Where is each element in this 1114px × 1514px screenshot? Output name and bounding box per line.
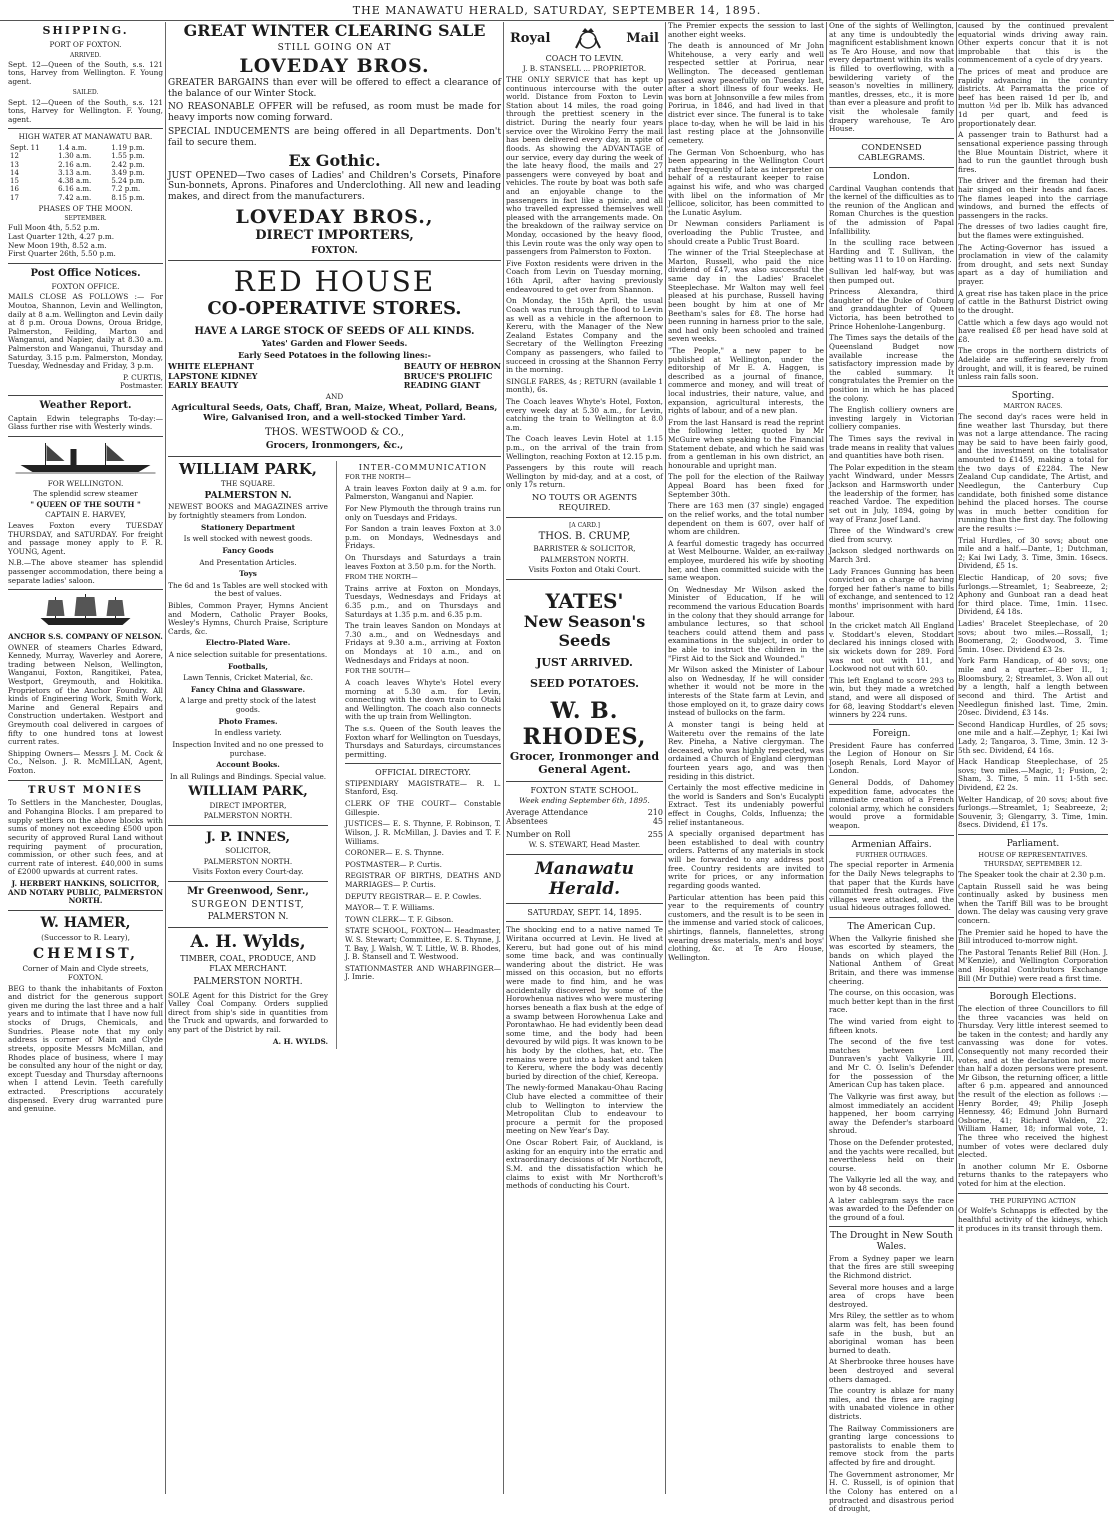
wp-epw-head: Electro-Plated Ware. (205, 638, 291, 648)
coach-text-5: The Coach leaves Levin Hotel at 1.15 p.m., on the arrival of the train from Wellington, reaching Foxton at 12.15 p.m. (506, 434, 663, 461)
hamer-address: Corner of Main and Clyde streets, FOXTON. (22, 964, 149, 983)
london-3: Sullivan led half-way, but was then pumped out. (829, 267, 954, 285)
queen-of-south: " QUEEN OF THE SOUTH " (30, 499, 141, 509)
stansell: J. B. STANSELL ... PROPRIETOR. (522, 64, 647, 74)
attendance-row: Average Attendance 210 (506, 807, 663, 817)
crump-sub: BARRISTER & SOLICITOR, (533, 543, 636, 553)
wp-china-head: Fancy China and Glassware. (190, 684, 306, 694)
parl-4: The Pastoral Tenants Relief Bill (Hon. J. M'Kenzie), and Wellington Corporation and Hospital Contributors Exchange Bill (Mr Duthie) were read a first time. (958, 947, 1108, 983)
post-office-sign: P. CURTIS, (123, 372, 163, 382)
yates-line: Yates' Garden and Flower Seeds. (261, 338, 408, 349)
borough-heading: Borough Elections. (989, 992, 1077, 1003)
news-3: The German Von Schoenburg, who has been appearing in the Wellington Court rather frequently of late as interpreter on behalf of a restaurant keeper to raise against his wife, and who was charged with libel on the information of Mr Jellicoe, solicitor, has been committed to the Lunatic Asylum. (668, 147, 824, 217)
drought-cont-6: The Acting-Governor has issued a proclamation in view of the calamity from drought, and sets next Sunday apart as a day of humiliation and prayer. (958, 242, 1108, 287)
cup-2: The course, on this occasion, was much better kept than in the first race. (829, 988, 954, 1015)
wp-photo: In endless variety. (214, 728, 282, 738)
coach-text: THE ONLY SERVICE that has kept up continuous intercourse with the outer world. Distance from Foxton to Levin Station about 14 miles, the road going through the prettiest scenery in the district. During the nearly four years service over the Wirokino Ferry the mail has been delivered every day, in spite of floods. As showing the ADVANTAGE of our service, every day during the week of the late heavy flood, the mails and 27 passengers were conveyed by boat and vehicles. The route by boat was both safe and an enjoyable change to the passengers in fact like a picnic, and all who travelled expressed themselves well pleased with the arrangements made. On the breakdown of the railway service on Monday, occasioned by the heavy flood, this Levin route was the only way open to passengers from Palmerston to Foxton. (506, 75, 663, 257)
directory-entry: REGISTRAR OF BIRTHS, DEATHS AND MARRIAGES— P. Curtis. (345, 871, 501, 889)
column-5 (829, 21, 954, 1514)
innes-town: PALMERSTON NORTH. (203, 856, 293, 866)
school-heading: FOXTON STATE SCHOOL. (530, 785, 639, 795)
school-week: Week ending September 6th, 1895. (519, 796, 650, 806)
rhodes-sub: Grocer, Ironmonger and General Agent. (509, 750, 660, 776)
innes-heading: J. P. INNES, (205, 829, 291, 845)
herbert-hankins: J. HERBERT HANKINS, SOLICITOR, AND NOTARY PUBLIC, PALMERSTON NORTH. (8, 878, 164, 906)
news-4: Dr Newman considers Parliament is overloading the Public Trustee, and should create a Public Trust Board. (668, 219, 824, 246)
royal-label: Royal (510, 31, 551, 47)
borough-2: In another column Mr E. Osborne returns thanks to the ratepayers who voted for him at the election. (958, 1161, 1108, 1189)
agri-seeds: Agricultural Seeds, Oats, Chaff, Bran, Maize, Wheat, Pollard, Beans, Wire, Galvanised Iron, and a well-stocked Timber Yard. (171, 403, 498, 424)
drought-5: The country is ablaze for many miles, and the fires are raging with unabated violence in other districts. (829, 1386, 954, 1422)
sport-4: Ladies' Bracelet Steeplechase, of 20 sovs; about two miles.—Rossall, 1; Boomerang, 2; Goodwood, 3. Time 5min. 10sec. Dividend £3 2s. (958, 619, 1108, 654)
borough-1: The election of three Councillors to fill the three vacancies was held on Thursday. Very little interest seemed to be taken in the contest; and hardly any canvassing was done for votes. Consequently not many recorded their votes, and at the declaration not more than half a dozen persons were present. Mr Gibson, the returning officer, a little after 6 p.m. appeared and announced the result of the election as follows :—Henry Border, 49; Philip Joseph Hennessy, 46; Edmund John Burnard Osborne, 41; Richard Walden, 22; William Hamer, 18; informal vote, 1. The three who received the highest number of votes were declared duly elected. (958, 1003, 1108, 1160)
post-office-role: Postmaster. (120, 381, 163, 391)
news-10: A fearful domestic tragedy has occurred at West Melbourne. Walder, an ex-railway employee, murdered his wife by shooting her, and then committed suicide with the same weapon. (668, 538, 824, 583)
ic-heading: INTER-COMMUNICATION (358, 462, 488, 472)
drought-cont-8: Cattle which a few days ago would not have realised £8 per head have sold at £8. (958, 317, 1108, 344)
cup-6: Those on the Defender protested, and the yachts were recalled, but nevertheless held on their course. (829, 1137, 954, 1173)
marton-races: MARTON RACES. (1003, 402, 1063, 411)
red-house-heading: RED HOUSE (233, 265, 436, 299)
shipping-owners: Shipping Owners— Messrs J. M. Cock & Co., Nelson. J. R. McMILLAN, Agent, Foxton. (8, 748, 163, 776)
coach-text-4: The Coach leaves Whyte's Hotel, Foxton, every week day at 5.30 a.m., for Levin, catching the train to Wellington at 8.0 a.m. (506, 396, 663, 432)
london-1: Cardinal Vaughan contends that the kernel of the difficulties as to the reunion of the Anglican and Roman Churches is the question of the admission of Papal Infallibility. (829, 183, 954, 236)
cup-3: The wind varied from eight to fifteen knots. (829, 1017, 954, 1035)
weather-text: Captain Edwin telegraphs To-day:— Glass further rise with Westerly winds. (8, 413, 163, 432)
news-11: On Wednesday Mr Wilson asked the Minister of Education, If he will recommend the various Education Boards in the colony that they should arrange for ambulance lectures, so that school teachers could attend them and pass examinations in the subject, in order to be able to instruct the children in the "First Aid to the Sick and Wounded." (668, 584, 824, 663)
just-arrived: JUST ARRIVED. (536, 656, 633, 670)
parl-2: Captain Russell said he was being continually asked by business men when the Tariff Bill was to be brought down. The delay was causing very grave concern. (958, 881, 1108, 926)
high-water-heading: HIGH WATER AT MANAWATU BAR. (18, 132, 153, 142)
wp-town: PALMERSTON N. (204, 490, 292, 501)
post-office-text: MAILS CLOSE AS FOLLOWS :— For Moutoa, Shannon, Levin and Wellington, daily at 8 a.m. Wellington and Levin daily at 8 p.m. Oroua Downs, Oroua Bridge, Palmerston, Feilding, Marton and Wanganui, and Napier, daily at 8.30 a.m. Palmerston and Wanganui, Thursday and Saturday, 3.15 p.m. Palmerston, Monday, Tuesday, Wednesday and Friday, 3 p.m. (8, 292, 163, 371)
london-10: Jackson sledged northwards on March 3rd. (829, 546, 954, 564)
fares: SINGLE FARES, 4s ; RETURN (available 1 month), 6s. (506, 376, 663, 395)
drought-7: The Government astronomer, Mr H. C. Russell, is of opinion that the Colony has entered on a protracted and disastrous period of drought, (829, 1469, 954, 1514)
directory-entry: STATE SCHOOL, FOXTON— Headmaster, W. S. Stewart; Committee, E. S. Thynne, J. T. Bay, J. Walsh, W. T. Little, W. B. Rhodes, J. B. Stansell and T. Westwood. (345, 926, 501, 962)
sport-6: Second Handicap Hurdles, of 25 sovs; one mile and a half.—Zephyr, 1; Kai Iwi Lady, 2; Tangaroa, 3. Time, 3min. 12 3-5th sec. Dividend, £4 16s. (958, 719, 1108, 755)
drought-cont-9: The crops in the northern districts of Adelaide are suffering severely from drought, and will, it is feared, be ruined unless rain falls soon. (958, 346, 1108, 382)
thursday-date: THURSDAY, SEPTEMBER 12. (983, 860, 1083, 869)
herald-nameplate: Manawatu Herald. (534, 858, 635, 899)
innes-sub: SOLICITOR, (225, 846, 271, 856)
london-8: The Polar expedition in the steam yacht Windward, under Messrs Jackson and Harmsworth under the leadership of the former, has reached Vardoe. The expedition set out in July, 1894, going by way of Franz Josef Land. (829, 462, 954, 524)
steamer-line: The splendid screw steamer (33, 489, 138, 499)
house-heading: HOUSE OF REPRESENTATIVES. (978, 850, 1088, 859)
foreign-heading: Foreign. (872, 728, 911, 739)
drought-4: At Sherbrooke three houses have been destroyed and several others damaged. (829, 1357, 954, 1384)
cup-1: When the Valkyrie finished she was escorted by steamers, the bands on which played the National Anthem of Great Britain, and there was immense cheering. (829, 933, 954, 986)
new-seeds: New Season's Seeds (523, 612, 646, 651)
column-3 (506, 22, 663, 1494)
column-2 (168, 22, 501, 1494)
lead-3: One Oscar Robert Fair, of Auckland, is asking for an enquiry into the erratic and extraordinary decisions of Mr Northcroft, S.M. and the dissatisfaction which he claims to exist with Mr Northcroft's methods of conducting his Court. (506, 1138, 663, 1191)
crump-visits: Visits Foxton and Otaki Court. (528, 565, 641, 575)
wp-heading: WILLIAM PARK, (179, 459, 317, 478)
ic-1: A train leaves Foxton daily at 9 a.m. for Palmerston, Wanganui and Napier. (345, 483, 501, 502)
lead-1: The shocking end to a native named Te Wiritana occurred at Levin. He lived at Kereru, but had gone out of his mind some time back, and was continually wandering about the district. He was missed on this occasion, but no efforts were made to find him, and he was accidentally discovered by some of the Horowhenua natives who were mustering horses beneath a flax bush at the edge of a swamp between Horowhenua Lake and Porontawhao. He had evidently been dead some time, and the body had been devoured by wild pigs. It was known to be his body by the clothes, hat, etc. The remains were put into a basket and taken to Kereru, where the body was decently buried by direction of the chief, Kereopa. (506, 925, 663, 1081)
arrived-text: Sept. 12—Queen of the South, s.s. 121 tons, Harvey from Wellington. F. Young agent. (8, 59, 163, 86)
drought-cont-5: The dresses of two ladies caught fire, but the flames were extinguished. (958, 222, 1108, 241)
wp-account-head: Account Books. (216, 760, 280, 770)
column-rule (503, 22, 504, 1494)
wp-stat-head: Stationery Department (200, 522, 295, 532)
sport-3: Electic Handicap, of 20 sovs; five furlongs.—Streamlet, 1; Seabreeze, 2; Aphony and Gunboat ran a dead heat for third place. Time, 1min. 11sec. Dividend, £4 18s. (958, 573, 1108, 617)
wylds-text: SOLE Agent for this District for the Grey Valley Coal Company. Orders supplied direct from ship's side in quantities from the Truck and upwards, and forwarded to any part of the District by rail. (168, 990, 328, 1035)
sale-heading: GREAT WINTER CLEARING SALE (183, 21, 486, 40)
early-potatoes: Early Seed Potatoes in the following lines:- (238, 349, 431, 360)
william-park-ad (168, 461, 328, 1050)
sport-8: Welter Handicap, of 20 sovs; about five furlongs.—Streamlet, 1; Seabreeze, 2; Souvenir, 3; Glengarry, 3. Time, 1min. 8secs. Dividend, £1 17s. (958, 794, 1108, 830)
cup-8: A later cablegram says the race was awarded to the Defender on the ground of a foul. (829, 1195, 954, 1222)
wp-photo-head: Photo Frames. (218, 716, 278, 726)
moon-phase: Full Moon 4th, 5.52 p.m. (8, 223, 100, 233)
foreign-1: President Faure has conferred the Legion of Honour on Sir Joseph Renals, Lord Mayor of London. (829, 740, 954, 776)
foxton-label: FOXTON. (311, 245, 358, 256)
potato-variety: LAPSTONE KIDNEY (168, 370, 258, 381)
london-2: In the sculling race between Harding and T. Sullivan, the betting was 11 to 10 on Harding. (829, 238, 954, 265)
port-heading: PORT OF FOXTON. (49, 39, 122, 49)
column-1 (8, 22, 163, 1494)
wp-stat: Is well stocked with newest goods. (183, 534, 313, 544)
london-4: Princess Alexandra, third daughter of the Duke of Coburg and granddaughter of Queen Victoria, has been betrothed to Prince Hohenlohe-Langenburg. (829, 287, 954, 331)
wp-inspection: Inspection Invited and no one pressed to purchase. (172, 739, 324, 758)
crump-town: PALMERSTON NORTH. (540, 554, 629, 564)
sport-2: Trial Hurdles, of 30 sovs; about one mile and a half.—Dante, 1; Dutchman, 2; Kai Iwi Lady, 3. Time, 3min. 16secs. Dividend, £5 1s. (958, 535, 1108, 571)
hamer-text: BEG to thank the inhabitants of Foxton and district for the generous support given me during the last three and a half years and to intimate that I have now full stocks of Drugs, Chemicals, and Sundries. Please note that my only address is corner of Main and Clyde streets, opposite Messrs McMillan, and Rhodes place of business, where I may be consulted any hour of the night or day, except Tuesday and Thursday afternoons when I attend Levin. Teeth carefully extracted. Prescriptions accurately dispensed. Every drug warranted pure and genuine. (8, 983, 163, 1114)
column-4 (668, 22, 824, 1494)
moon-list (8, 224, 163, 258)
ic-7: A coach leaves Whyte's Hotel every morning at 5.30 a.m. for Levin, connecting with the down train to Otaki and Wellington. The coach also connects with the up train from Wellington. (345, 677, 501, 722)
drought-cont-1: caused by the continued prevalent equatorial winds driving away rain. Other experts concur that it is not improbable that this is the commencement of a cycle of dry years. (958, 21, 1108, 65)
steamer-illustration (8, 441, 163, 475)
column-rule (956, 22, 957, 1494)
roll-row: Number on Roll 255 (506, 829, 663, 839)
moon-phase: First Quarter 26th, 5.50 p.m. (8, 249, 116, 259)
column-rule (665, 22, 666, 1494)
directory-entry: DEPUTY REGISTRAR— E. P. Cowles. (345, 891, 482, 901)
column-rule (165, 22, 166, 1494)
wp-epw: A nice selection suitable for presentations. (168, 650, 328, 660)
sporting-heading: Sporting. (1011, 390, 1055, 401)
coach-to-levin: COACH TO LEVIN. (545, 54, 624, 63)
news-7: From the last Hansard is read the reprint the following letter, quoted by Mr McGuire when speaking to the Financial Statement debate, and which he said was from a gentleman in his own district, an honourable and upright man. (668, 417, 824, 470)
inter-communication (345, 461, 501, 1050)
foreign-2: General Dodds, of Dahomey expedition fame, advocates the immediate creation of a French colonial army, which he considers would prove a formidable weapon. (829, 777, 954, 830)
london-11: Lady Frances Gunning has been convicted on a charge of having forged her father's name to bills of exchange, and sentenced to 12 months' imprisonment with hard labour. (829, 566, 954, 619)
american-cup-heading: The American Cup. (847, 921, 936, 932)
tide-row: 17 7.42 a.m. 8.15 p.m. (10, 193, 145, 202)
further-outrages: FURTHER OUTRAGES. (855, 852, 928, 860)
seeds-heading: HAVE A LARGE STOCK OF SEEDS OF ALL KINDS. (194, 325, 475, 337)
drought-3: Mrs Riley, the settler as to whom alarm was felt, has been found safe in the bush, but an aboriginal woman has been burned to death. (829, 1311, 954, 1355)
news-16: Particular attention has been paid this year to the requirements of country customers, and the result is to be seen in the immense and varied stock of calicoes, shirtings, flannels, flannelettes, strong wearing dress materials, men's and boys' clothing, &c. at Te Aro House, Wellington. (668, 892, 824, 962)
wylds-heading: A. H. Wylds, (190, 932, 306, 953)
coop-stores: CO-OPERATIVE STORES. (207, 298, 462, 320)
sailing-ship-illustration (8, 594, 163, 628)
wp2-town: PALMERSTON NORTH. (203, 811, 293, 821)
for-north: FOR THE NORTH— (345, 473, 411, 482)
potato-variety: READING GIANT (403, 380, 481, 391)
card-label: [A CARD.] (569, 522, 600, 530)
parl-1: The Speaker took the chair at 2.30 p.m. (958, 869, 1106, 879)
news-6: "The People," a new paper to be published at Wellington, under the editorship of Mr E. A. Haggen, is described as a journal of finance, commerce and money, and will treat of local industries, their nature, value, and expansion, agricultural interests, the rights of labour, and of a new plan. (668, 345, 824, 416)
school-sign: W. S. STEWART, Head Master. (528, 840, 641, 850)
official-directory (345, 780, 501, 982)
drought-heading: The Drought in New South Wales. (830, 1231, 953, 1253)
wp2-heading: WILLIAM PARK, (188, 784, 308, 800)
wylds-sub: TIMBER, COAL, PRODUCE, AND FLAX MERCHANT. (180, 954, 316, 973)
and-label: AND (325, 391, 344, 401)
wp-news: NEWEST BOOKS and MAGAZINES arrive by fortnightly steamers from London. (168, 502, 328, 521)
directory-entry: STIPENDIARY MAGISTRATE— R. L. Stanford, Esq. (345, 778, 501, 797)
directory-entry: STATIONMASTER AND WHARFINGER— J. Imrie. (345, 963, 501, 982)
potato-variety: BRUCE'S PROLIFIC (403, 370, 493, 381)
moon-month: SEPTEMBER. (64, 215, 107, 223)
purifying-heading: THE PURIFYING ACTION (990, 1196, 1076, 1205)
cup-7: The Valkyrie led all the way, and won by 48 seconds. (829, 1175, 954, 1194)
leaves-text: Leaves Foxton every TUESDAY THURSDAY, and SATURDAY. For freight and passage money apply to F. R. YOUNG, Agent. (8, 521, 163, 556)
wp-fancy-head: Fancy Goods (222, 545, 274, 555)
parl-3: The Premier said he hoped to have the Bill introduced to-morrow night. (958, 927, 1108, 946)
london-heading: London. (872, 171, 911, 182)
drought-cont-3: A passenger train to Bathurst had a sensational experience passing through the Blue Mountain District, where it had to run the gauntlet through bush fires. (958, 130, 1108, 174)
masthead: THE MANAWATU HERALD, SATURDAY, SEPTEMBER 14, 1895. (0, 0, 1114, 21)
column-6 (958, 22, 1108, 1494)
mail-label: Mail (626, 31, 659, 47)
news-13: A monster tangi is being held at Waiteretu over the remains of the late Rev. Pineha, a Native clergyman. The deceased, who was highly respected, was ordained a Church of England clergyman fourteen years ago, and was then residing in this district. (668, 719, 824, 781)
grocers: Grocers, Ironmongers, &c., (265, 440, 404, 451)
tide-table (8, 144, 163, 202)
from-north: FROM THE NORTH— (345, 573, 418, 582)
wp-fancy: And Presentation Articles. (199, 557, 297, 567)
directory-entry: JUSTICES— E. S. Thynne, F. Robinson, T. Wilson, J. R. McMillan, J. Davies and T. F. Williams. (345, 819, 501, 846)
for-wellington: FOR WELLINGTON. (47, 478, 124, 488)
moon-phase: Last Quarter 12th, 4.27 p.m. (8, 232, 115, 242)
news-12: Mr Wilson asked the Minister of Labour also on Wednesday, If he will consider whether it would not be more in the interests of the State farm at Levin, and those employed on it, to graze dairy cows instead of bullocks on the farm. (668, 665, 824, 718)
news-5: The winner of the Trial Steeplechase at Marton, Russell, who paid the nice dividend of £47, was also successful the same day in the Ladies' Bracelet Steeplechase. Mr Walton may well feel pleased at his purchase, Russell having been bought by him at one of Mr Beetham's sales for £8. The horse had been running in harness prior to the sale, and had only been schooled and trained seven weeks. (668, 248, 824, 344)
london-7: The Times says the revival in trade means in reality that values and quantities have both risen. (829, 434, 954, 461)
news-9: There are 163 men (37 single) engaged on the relief works, and the total number dependent on them is 607, over half of whom are children. (668, 501, 824, 537)
yates-heading: YATES' (545, 588, 624, 613)
column-rule (826, 22, 827, 1494)
tide-row: 13 2.16 a.m. 2.42 p.m. (10, 160, 145, 169)
chemist-heading: CHEMIST, (33, 945, 138, 962)
te-aro: One of the sights of Wellington, at any time is undoubtedly the magnificent establishment known as Te Aro House, and now that every department within its walls is filled to overflowing, with a bewildering variety of the season's novelties in millinery, mantles, dresses, etc., it is more than ever a pleasure and profit to visit the wholesale family drapery warehouse, Te Aro House. (829, 21, 954, 134)
cup-5: The Valkyrie was first away, but almost immediately an accident happened, her boom carrying away the Defender's starboard shroud. (829, 1091, 954, 1136)
sport-7: Hack Handicap Steeplechase, of 25 sovs; two miles.—Magic, 1; Fusion, 2; Sham, 3. Time, 5 min. 11 1-5th sec. Dividend, £2 2s. (958, 757, 1108, 793)
moon-phase: New Moon 19th, 8.52 a.m. (8, 240, 107, 250)
crump-heading: THOS. B. CRUMP, (538, 531, 631, 543)
trust-monies-heading: TRUST MONIES (27, 784, 144, 796)
innes-visits: Visits Foxton every Court-day. (192, 867, 304, 877)
greenwood-heading: Mr Greenwood, Senr., (187, 886, 309, 898)
paper-date: SATURDAY, SEPT. 14, 1895. (527, 908, 642, 917)
trust-text: To Settlers in the Manchester, Douglas, and Pohangina Blocks. I am prepared to supply settlers on the above blocks with sums of money not exceeding £500 upon security of approved Rural Land without requiring payment of procuration, commission, or other such fees, and at current rate of interest. £40,000 in sums of £2000 upwards at current rates. (8, 798, 163, 877)
drought-cont-4: The driver and the fireman had their hair singed on their heads and faces. The flames leaped into the carriage windows, and burned the effects of passengers in the racks. (958, 176, 1108, 220)
ic-5: Trains arrive at Foxton on Mondays, Tuesdays, Wednesdays and Fridays at 6.35 p.m., and on Thursdays and Saturdays at 1.35 p.m. and 6.35 p.m. (345, 583, 501, 619)
greenwood-town: PALMERSTON N. (207, 912, 289, 923)
news-8: The poll for the election of the Railway Appeal Board has been fixed for September 30th. (668, 472, 824, 499)
london-5: The Times says the details of the Queensland Budget now available increase the satisfactory impression made by the cabled summary. It congratulates the Premier on the position in which he has placed the colony. (829, 333, 954, 403)
seed-potatoes: SEED POTATOES. (530, 677, 639, 691)
armenian-heading: Armenian Affairs. (851, 839, 932, 850)
hamer-heading: W. HAMER, (40, 914, 131, 931)
tide-row: 14 3.13 a.m. 3.49 p.m. (10, 168, 145, 177)
weather-heading: Weather Report. (39, 399, 132, 411)
ic-2: For New Plymouth the through trains run only on Tuesdays and Fridays. (345, 503, 501, 522)
potato-variety: WHITE ELEPHANT (168, 361, 254, 372)
ic-6: The train leaves Sandon on Mondays at 7.30 a.m., and on Wednesdays and Fridays at 9.30 a.m., arriving at Foxton on Mondays at 10 a.m., and on Wednesdays and Fridays at noon. (345, 621, 501, 665)
news-15: A specially organised department has been established to deal with country orders. Patterns of any materials in stock will be forwarded to any address post free. Country residents are invited to write for prices, or any information regarding goods wanted. (668, 829, 824, 890)
drought-cont-2: The prices of meat and produce are rapidly advancing in the country districts. At Parramatta the price of beef has been raised 1d per lb, and mutton ½d per lb. Milk has advanced 1d per quart, and feed is proportionately dear. (958, 67, 1108, 128)
wp-bibles: Bibles, Common Prayer, Hymns Ancient and Modern, Catholic Prayer Books, Wesley's Hymns, Church Praise, Scripture Cards, &c. (168, 600, 328, 636)
loveday-p3: SPECIAL INDUCEMENTS are being offered in all Departments. Don't fail to secure them. (168, 127, 501, 148)
still-going: STILL GOING ON AT (277, 42, 392, 53)
purifying-text: Of Wolfe's Schnapps is effected by the healthful activity of the kidneys, which it produces in its transit through them. (958, 1206, 1108, 1233)
cablegrams-heading: CONDENSED CABLEGRAMS. (858, 142, 925, 163)
post-office-heading: Post Office Notices. (30, 267, 141, 279)
directory-entry: MAYOR— T. F. Williams. (345, 903, 435, 913)
drought-1: From a Sydney paper we learn that the fires are still sweeping the Richmond district. (829, 1253, 954, 1280)
rhodes-heading: W. B. RHODES, (522, 698, 647, 751)
greenwood-sub: SURGEON DENTIST, (191, 899, 305, 910)
ic-8: The s.s. Queen of the South leaves the Foxton wharf for Wellington on Tuesdays, Thursdays and Saturdays, circumstances permitting. (345, 724, 501, 759)
news-2: The death is announced of Mr John Whitehouse, a very early and well respected settler at Porirua, near Wellington. The deceased gentleman passed away peacefully on Tuesday last, after a short illness of four weeks. He was born at Johnsonville a few miles from Porirua, in 1846, and had lived in that district ever since. The funeral is to take place to-day, when he will be laid in his last resting place at the Johnsonville cemetery. (668, 41, 824, 145)
london-6: The English colliery owners are investing largely in Victorian colliery companies. (829, 405, 954, 432)
post-office-sub: FOXTON OFFICE. (51, 281, 120, 291)
sailed-label: SAILED. (72, 89, 99, 97)
wp-toys-head: Toys (239, 569, 257, 579)
nb-text: N.B.—The above steamer has splendid passenger accommodation, there being a separate ladies' saloon. (8, 558, 163, 585)
westwood: THOS. WESTWOOD & CO., (264, 427, 405, 439)
drought-6: The Railway Commissioners are granting large concessions to pastoralists to enable them to remove stock from the parts affected by fire and drought. (829, 1423, 954, 1468)
news-14: Certainly the most effective medicine in the world is Sanders and Son's Eucalypti Extract. Test its undeniably powerful effect in Coughs, Colds, Influenza; the relief instantaneous. (668, 783, 824, 827)
coach-text-2: Five Foxton residents were driven in the Coach from Levin on Tuesday morning, 16th April, after having previously endeavoured to get over from Shannon. (506, 258, 663, 294)
royal-crest-icon (573, 26, 603, 52)
no-touts: NO TOUTS OR AGENTS REQUIRED. (531, 493, 638, 514)
wp-square: THE SQUARE. (220, 479, 276, 489)
official-directory-heading: OFFICIAL DIRECTORY. (375, 768, 471, 778)
anchor-text: OWNER of steamers Charles Edward, Kennedy, Murray, Waverley and Aorere, trading between Nelson, Wellington, Wanganui, Foxton, Rangitikei, Patea, Westport, Greymouth, and Hokitika. Proprietors of the Anchor Foundry. All kinds of Engineering Work, Smith Work, Marine and General Repairs and Construction undertaken. Westport and Greymouth coal delivered in cargoes of fifty to one hundred tons at lowest current rates. (8, 642, 163, 747)
wp-foot-head: Footballs, (228, 661, 268, 671)
lead-2: The newly-formed Manakau-Ohau Racing Club have elected a committee of their club to Wellington to interview the Metropolitan Club to endeavour to procure a permit for the proposed meeting on New Year's Day. (506, 1083, 663, 1136)
moon-heading: PHASES OF THE MOON. (38, 203, 133, 213)
sport-5: York Farm Handicap, of 40 sovs; one mile and a quarter.—Eber II., 1; Bloomsbury, 2; Streamlet, 3. Won all out by a length, half a length between second and third. The Artist and Needlegun finished last. Time, 2min. 20sec. Dividend, £3 14s. (958, 656, 1108, 718)
tide-row: 12 1.30 a.m. 1.55 p.m. (10, 152, 145, 161)
tide-row: 15 4.38 a.m. 5.24 p.m. (10, 177, 145, 185)
wp-foot: Lawn Tennis, Cricket Material, &c. (183, 673, 313, 683)
captain: CAPTAIN E. HARVEY, (45, 510, 126, 520)
london-9: Three of the Windward's crew died from scurvy. (829, 526, 954, 544)
wp-toys: The 6d and 1s Tables are well stocked with the best of values. (168, 580, 328, 599)
loveday-p1: GREATER BARGAINS than ever will be offered to effect a clearance of the balance of our Winter Stock. (168, 77, 501, 99)
coach-text-6: Passengers by this route will reach Wellington by mid-day, and at a cost, of only 17s return. (506, 463, 663, 490)
parliament-heading: Parliament. (1006, 839, 1060, 850)
wp-china: A large and pretty stock of the latest goods. (179, 696, 317, 715)
potato-variety: EARLY BEAUTY (168, 380, 239, 391)
absentees-row: Absentees 45 (506, 817, 663, 827)
loveday-heading: LOVEDAY BROS. (239, 55, 430, 78)
loveday-bros-2: LOVEDAY BROS., (235, 205, 434, 228)
ex-gothic: Ex Gothic. (288, 150, 381, 170)
news-1: The Premier expects the session to last another eight weeks. (668, 21, 824, 39)
sailed-text: Sept. 12—Queen of the South, s.s. 121 tons, Harvey for Wellington. F. Young, agent. (8, 97, 163, 124)
loveday-p2: NO REASONABLE OFFER will be refused, as room must be made for heavy imports now coming forward. (168, 102, 501, 124)
directory-entry: POSTMASTER— P. Curtis. (345, 859, 442, 869)
wp2-sub: DIRECT IMPORTER, (209, 800, 287, 810)
directory-entry: CORONER— E. S. Thynne. (345, 848, 444, 858)
potato-variety: BEAUTY OF HEBRON (403, 361, 501, 372)
for-south: FOR THE SOUTH— (345, 667, 411, 676)
direct-importers: DIRECT IMPORTERS, (255, 228, 414, 244)
ic-3: For Sandon a train leaves Foxton at 3.0 p.m. on Mondays, Wednesdays and Fridays. (345, 524, 501, 551)
directory-entry: TOWN CLERK— T. F. Gibson. (345, 914, 454, 924)
sport-1: The second day's races were held in fine weather last Thursday, but there was not a large attendance. The racing may be said to have been fairly good, and the investment on the totalisator amounted to £1459, making a total for the two days of £2284. The New Zealand Cup candidate, The Artist, and Needlegun, the Canterbury Cup candidate, both finished some distance behind the placed horses. The course was in much better condition for running than the first day. The following are the results :— (958, 412, 1108, 533)
cup-4: The second of the five test matches between Lord Dunraven's yacht Valkyrie III, and Mr C. O. Iselin's Defender for the possession of the American Cup has taken place. (829, 1037, 954, 1090)
potato-list (168, 362, 501, 390)
armenian-1: The special reporter in Armenia for the Daily News telegraphs to that paper that the Kurds have committed fresh outrages. Five villages were attacked, and the usual hideous outrages followed. (829, 860, 954, 913)
shipping-heading: SHIPPING. (42, 24, 129, 37)
london-13: This left England to score 293 to win, but they made a wretched stand, and were all disposed of for 68, leaving Stoddart's eleven winners by 224 runs. (829, 675, 954, 720)
tide-row: 16 6.16 a.m. 7.2 p.m. (10, 185, 141, 194)
wylds-town: PALMERSTON NORTH. (193, 976, 303, 987)
coach-text-3: On Monday, the 15th April, the usual Coach was run through the flood to Levin as well as a vehicle in the afternoon to Kereru, with the Manager of the New Zealand Estates Company and the Secretary of the Wellington Freezing Company as passengers, who failed to succeed in crossing at the Shannon Ferry in the morning. (506, 296, 663, 375)
drought-2: Several more houses and a large area of crops have been destroyed. (829, 1282, 954, 1309)
drought-cont-7: A great rise has taken place in the price of cattle in the Bathurst District owing to the drought. (958, 288, 1108, 315)
wp-account: In all Rulings and Bindings. Special value. (169, 771, 327, 781)
ic-4: On Thursdays and Saturdays a train leaves Foxton at 3.50 p.m. for the North. (345, 552, 501, 571)
loveday-p4: JUST OPENED—Two cases of Ladies' and Children's Corsets, Pinafore Sun-bonnets, Aprons. Pinafores and Underclothing. All new and leading makes, and direct from the manufacturers. (168, 170, 501, 203)
london-12: In the cricket match All England v. Stoddart's eleven, Stoddart declared his innings closed with six wickets down for 289. Ford was not out with 111, and Lockwood not out with 60. (829, 621, 954, 674)
tide-row: Sept. 11 1.4 a.m. 1.19 p.m. (10, 144, 145, 152)
arrived-label: ARRIVED. (70, 51, 101, 59)
directory-entry: CLERK OF THE COURT— Constable Gillespie. (345, 799, 501, 817)
wylds-sign: A. H. WYLDS. (272, 1036, 328, 1046)
anchor-heading: ANCHOR S.S. COMPANY OF NELSON. (8, 631, 163, 641)
hamer-sub: (Successor to R. Leary), (41, 933, 130, 943)
